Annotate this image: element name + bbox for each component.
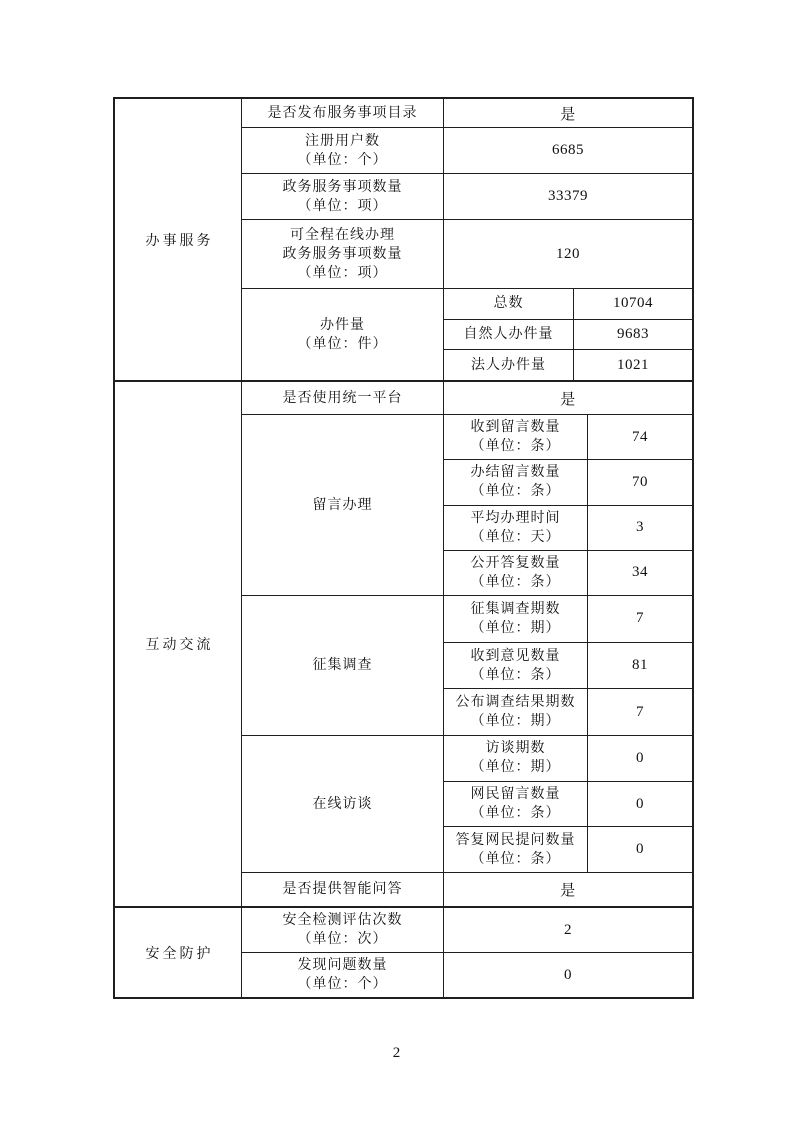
value-cell: 2 [564, 921, 572, 938]
sub-value-cell: 9683 [617, 326, 649, 342]
label-line: （单位：项） [297, 265, 388, 281]
section-service-handling [115, 99, 692, 380]
sub-value-cell: 3 [636, 519, 644, 536]
table-row-group [242, 595, 692, 735]
sub-label-cell [444, 415, 588, 459]
label-line: （单位：件） [297, 336, 388, 352]
label-line: 征集调查期数 [470, 601, 561, 617]
sub-value-cell: 34 [632, 564, 648, 581]
section-body [242, 908, 692, 997]
label-line: 收到留言数量 [470, 420, 561, 436]
label-line: （单位：个） [297, 152, 388, 168]
label-line: 是否发布服务事项目录 [267, 105, 418, 121]
sub-value-cell: 1021 [617, 356, 649, 373]
label-line: 可全程在线办理 [290, 227, 395, 243]
label-line: 在线访谈 [312, 796, 373, 812]
section-body [242, 99, 692, 380]
label-line: 自然人办件量 [463, 327, 554, 342]
sub-value-cell: 7 [636, 703, 644, 720]
label-line: （单位：条） [470, 439, 561, 455]
table-row-group [242, 288, 692, 380]
value-cell: 是 [560, 883, 576, 899]
label-line: 平均办理时间 [470, 510, 561, 526]
sub-value-cell: 81 [632, 657, 648, 673]
value-cell: 120 [556, 245, 580, 262]
item-label-cell [242, 128, 444, 173]
value-cell: 6685 [552, 142, 584, 158]
subrow [444, 319, 692, 350]
item-label-cell [242, 382, 444, 414]
label-line: 网民留言数量 [470, 787, 561, 802]
label-line: 总数 [493, 296, 524, 312]
value-cell: 33379 [548, 188, 588, 204]
table-row [242, 219, 692, 288]
subrow [444, 550, 692, 595]
table-row [242, 173, 692, 219]
value-cell: 是 [560, 391, 576, 408]
sub-value-cell: 0 [636, 795, 644, 812]
sub-label-cell [444, 596, 588, 642]
subrow [444, 415, 692, 459]
label-line: 办件量 [320, 317, 365, 333]
label-line: （单位：个） [297, 977, 388, 992]
label-line: （单位：期） [470, 620, 561, 636]
label-line: 法人办件量 [471, 357, 546, 373]
label-line: （单位：项） [297, 198, 388, 214]
label-line: 安全检测评估次数 [282, 913, 403, 928]
sub-label-cell [444, 320, 574, 350]
value-cell: 是 [560, 106, 576, 123]
subrow [444, 596, 692, 642]
label-line: 收到意见数量 [470, 648, 561, 664]
sub-label-cell [444, 736, 588, 781]
label-line: （单位：天） [470, 529, 561, 545]
subrow-list [444, 596, 692, 735]
sub-value-cell: 70 [632, 473, 648, 490]
label-line: （单位：条） [470, 806, 561, 821]
label-line: （单位：条） [470, 484, 561, 500]
table-row-group [242, 735, 692, 872]
label-line: （单位：次） [297, 932, 388, 947]
sub-value-cell: 0 [636, 749, 644, 766]
item-label-cell [242, 873, 444, 906]
table-row [242, 382, 692, 414]
subrow [444, 826, 692, 872]
sub-label-cell [444, 289, 574, 319]
item-label-cell [242, 220, 444, 288]
item-label-cell [242, 174, 444, 219]
item-label-cell [242, 596, 444, 735]
section-security [115, 906, 692, 997]
subrow-list [444, 415, 692, 595]
sub-label-cell [444, 827, 588, 872]
label-line: 公布调查结果期数 [455, 695, 576, 711]
item-label-cell [242, 953, 444, 997]
table-row [242, 99, 692, 127]
category-label: 安全防护 [115, 908, 242, 997]
label-line: 答复网民提问数量 [455, 832, 576, 848]
label-line: （单位：条） [470, 851, 561, 867]
value-cell: 0 [564, 966, 572, 983]
sub-label-cell [444, 689, 588, 735]
label-line: 政务服务事项数量 [282, 246, 403, 262]
sub-value-cell: 0 [636, 841, 644, 858]
sub-label-cell [444, 782, 588, 827]
label-line: 征集调查 [312, 658, 373, 673]
item-label-cell [242, 415, 444, 595]
table-row [242, 127, 692, 173]
statistics-table [113, 97, 694, 999]
subrow [444, 688, 692, 735]
item-label-cell [242, 99, 444, 127]
category-label: 办事服务 [115, 99, 242, 380]
category-label: 互动交流 [115, 382, 242, 906]
label-line: 注册用户数 [305, 133, 380, 149]
subrow [444, 781, 692, 827]
table-row [242, 952, 692, 997]
label-line: 公开答复数量 [470, 555, 561, 571]
subrow [444, 289, 692, 319]
sub-label-cell [444, 643, 588, 689]
label-line: 是否使用统一平台 [282, 390, 403, 406]
item-label-cell [242, 908, 444, 952]
label-line: （单位：条） [470, 574, 561, 590]
sub-label-cell [444, 551, 588, 595]
subrow [444, 459, 692, 504]
table-row [242, 872, 692, 906]
table-row-group [242, 414, 692, 595]
label-line: （单位：条） [470, 667, 561, 683]
subrow-list [444, 289, 692, 380]
subrow [444, 642, 692, 689]
label-line: 发现问题数量 [297, 958, 388, 973]
label-line: 办结留言数量 [470, 465, 561, 481]
label-line: 是否提供智能问答 [282, 882, 403, 897]
section-body [242, 382, 692, 906]
sub-value-cell: 7 [636, 610, 644, 627]
section-interaction [115, 380, 692, 906]
subrow-list [444, 736, 692, 872]
item-label-cell [242, 736, 444, 872]
subrow [444, 505, 692, 550]
subrow [444, 349, 692, 380]
page-number: 2 [392, 1045, 401, 1061]
item-label-cell [242, 289, 444, 380]
subrow [444, 736, 692, 781]
label-line: 政务服务事项数量 [282, 179, 403, 195]
sub-label-cell [444, 506, 588, 550]
sub-label-cell [444, 460, 588, 504]
label-line: （单位：期） [470, 760, 561, 776]
sub-value-cell: 10704 [613, 295, 653, 312]
label-line: （单位：期） [470, 714, 561, 730]
label-line: 访谈期数 [485, 741, 546, 757]
sub-label-cell [444, 350, 574, 380]
label-line: 留言办理 [312, 497, 373, 513]
sub-value-cell: 74 [632, 428, 648, 445]
table-row [242, 908, 692, 952]
